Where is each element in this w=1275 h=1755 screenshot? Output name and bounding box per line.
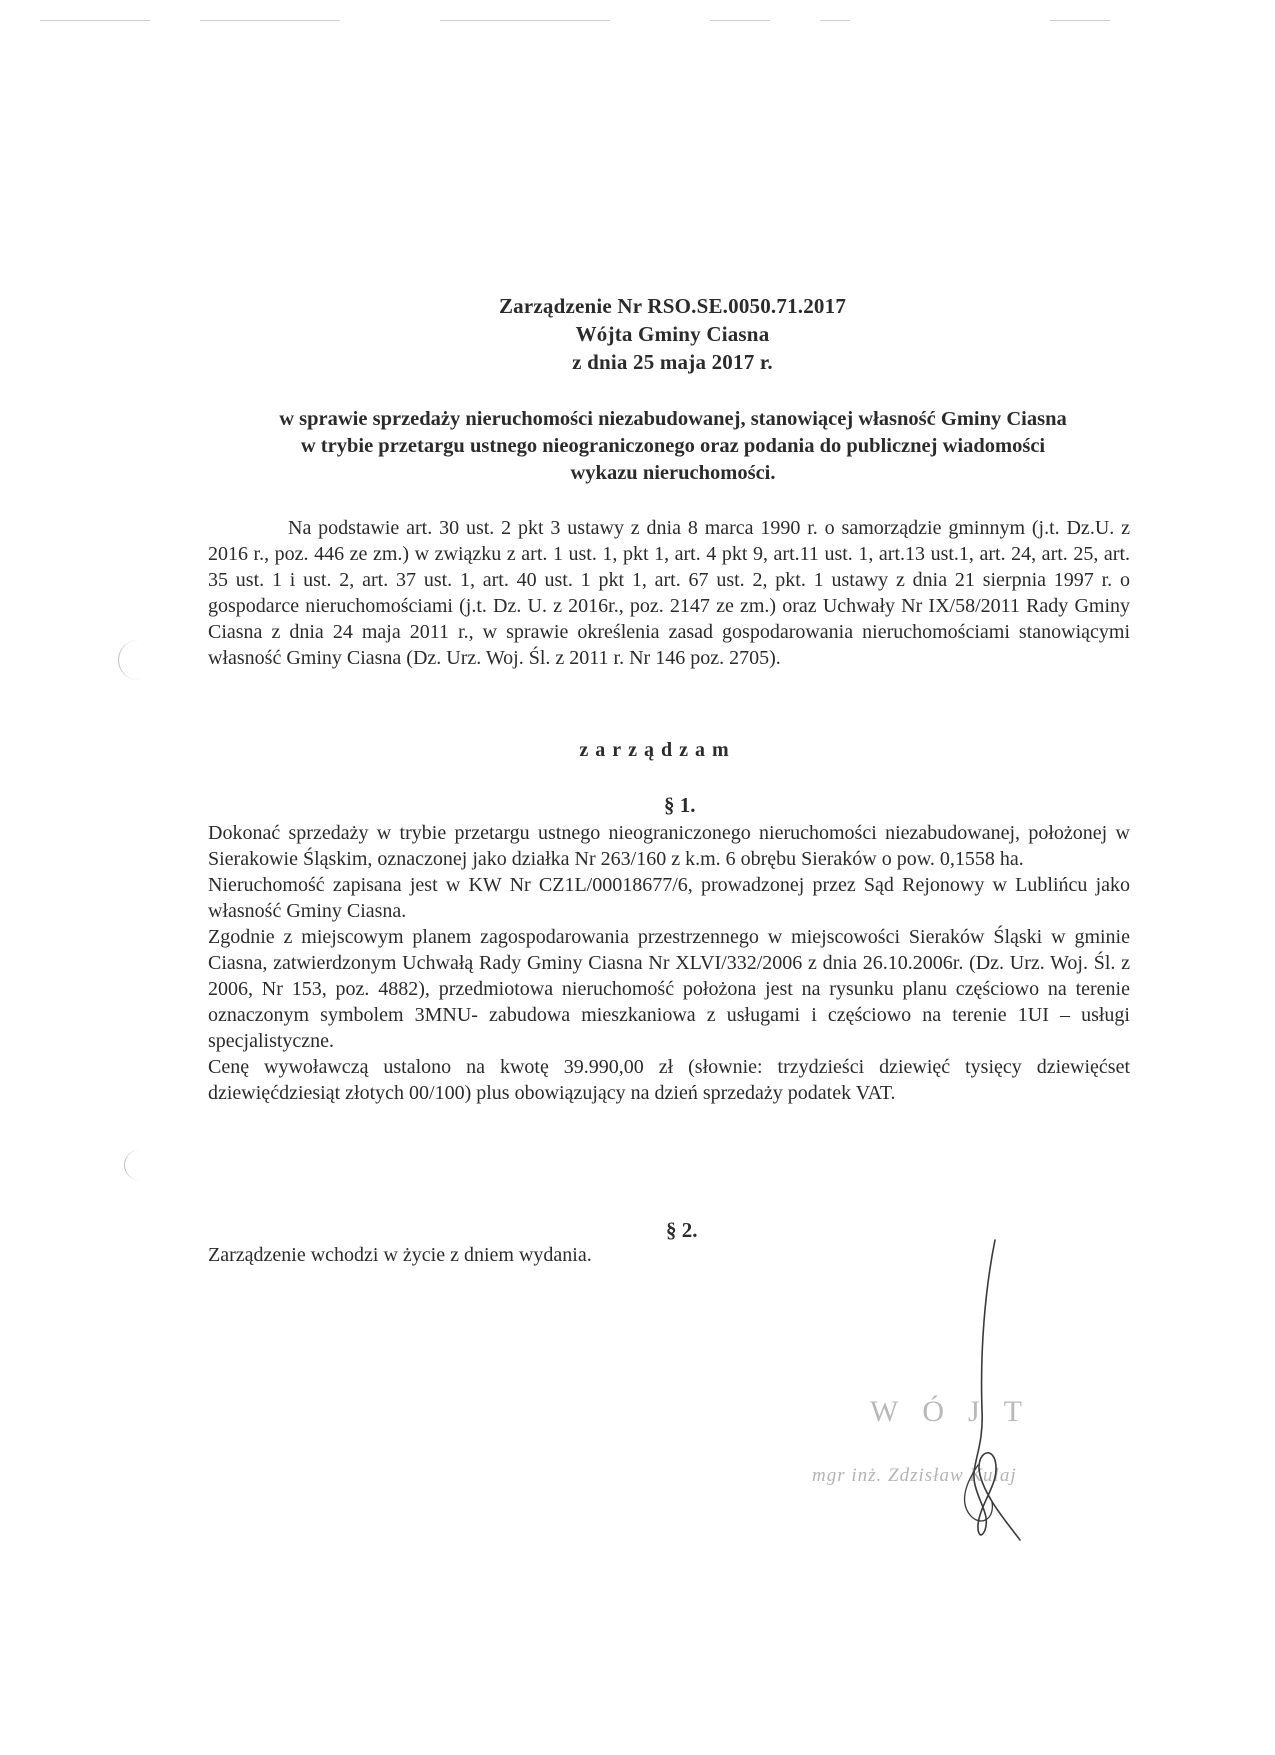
scan-artifact: [440, 20, 610, 21]
scan-artifact: [1050, 20, 1110, 21]
legal-basis-text: Na podstawie art. 30 ust. 2 pkt 3 ustawy z dnia 8 marca 1990 r. o samorządzie gminnym (j.t. Dz.U. z 2016 r., poz. 446 ze zm.) w związku z art. 1 ust. 1, pkt 1, art. 4 pkt 9, art.11 ust. 1, art.13 ust.1, art. 24, art. 25, art. 35 ust. 1 i ust. 2, art. 37 ust. 1, art. 40 ust. 1 pkt 1, art. 67 ust. 2, pkt. 1 ustawy z dnia 21 sierpnia 1997 r. o gospodarce nieruchomościami (j.t. Dz. U. z 2016r., poz. 2147 ze zm.) oraz Uchwały Nr IX/58/2011 Rady Gminy Ciasna z dnia 24 maja 2011 r., w sprawie określenia zasad gospodarowania nieruchomościami stanowiącymi własność Gminy Ciasna (Dz. Urz. Woj. Śl. z 2011 r. Nr 146 poz. 2705).: [208, 517, 1130, 669]
handwritten-signature: [780, 1230, 1110, 1560]
subject-line: wykazu nieruchomości.: [570, 462, 776, 484]
section-paragraph: Cenę wywoławczą ustalono na kwotę 39.990,00 zł (słownie: trzydzieści dziewięć tysięcy dziewięćset dziewięćdziesiąt złotych 00/100) plus obowiązujący na dzień sprzedaży podatek VAT.: [208, 1056, 1130, 1104]
punch-hole-mark: [118, 640, 159, 680]
stamp-title: WÓJT: [870, 1395, 1046, 1428]
document-subject: [190, 406, 1156, 487]
section-1-mark: § 1.: [664, 793, 696, 817]
section-1-body: [208, 820, 1130, 1106]
document-number: Zarządzenie Nr RSO.SE.0050.71.2017: [498, 294, 847, 318]
legal-basis: [208, 515, 1130, 671]
punch-hole-mark: [124, 1150, 155, 1180]
issuer: Wójta Gminy Ciasna: [575, 322, 770, 346]
section-paragraph: Zarządzenie wchodzi w życie z dniem wydania.: [208, 1244, 592, 1266]
decree-word: zarządzam: [579, 739, 736, 761]
section-paragraph: Dokonać sprzedaży w trybie przetargu ustnego nieograniczonego nieruchomości niezabudowanej, położonej w Sierakowie Śląskim, oznaczonej jako działka Nr 263/160 z k.m. 6 obrębu Sieraków o pow. 0,1558 ha.: [208, 822, 1130, 870]
section-2-mark: § 2.: [666, 1218, 698, 1242]
document-header: [0, 292, 1275, 376]
subject-line: w trybie przetargu ustnego nieograniczonego oraz podania do publicznej wiadomości: [300, 435, 1046, 457]
scan-artifact: [820, 20, 850, 21]
issue-date: z dnia 25 maja 2017 r.: [572, 350, 773, 374]
scan-artifact: [200, 20, 340, 21]
scan-artifact: [710, 20, 770, 21]
section-paragraph: Nieruchomość zapisana jest w KW Nr CZ1L/00018677/6, prowadzonej przez Sąd Rejonowy w Lublińcu jako własność Gminy Ciasna.: [208, 874, 1130, 922]
section-paragraph: Zgodnie z miejscowym planem zagospodarowania przestrzennego w miejscowości Sieraków Śląski w gminie Ciasna, zatwierdzonym Uchwałą Rady Gminy Ciasna Nr XLVI/332/2006 z dnia 26.10.2006r. (Dz. Urz. Woj. Śl. z 2006, Nr 153, poz. 4882), przedmiotowa nieruchomość położona jest na rysunku planu częściowo na terenie oznaczonym symbolem 3MNU- zabudowa mieszkaniowa z usługami i częściowo na terenie 1UI – usługi specjalistyczne.: [208, 926, 1130, 1052]
subject-line: w sprawie sprzedaży nieruchomości niezabudowanej, stanowiącej własność Gminy Ciasna: [279, 408, 1067, 430]
stamp-name: mgr inż. Zdzisław Kulaj: [812, 1465, 1017, 1486]
scan-artifact: [40, 20, 150, 21]
